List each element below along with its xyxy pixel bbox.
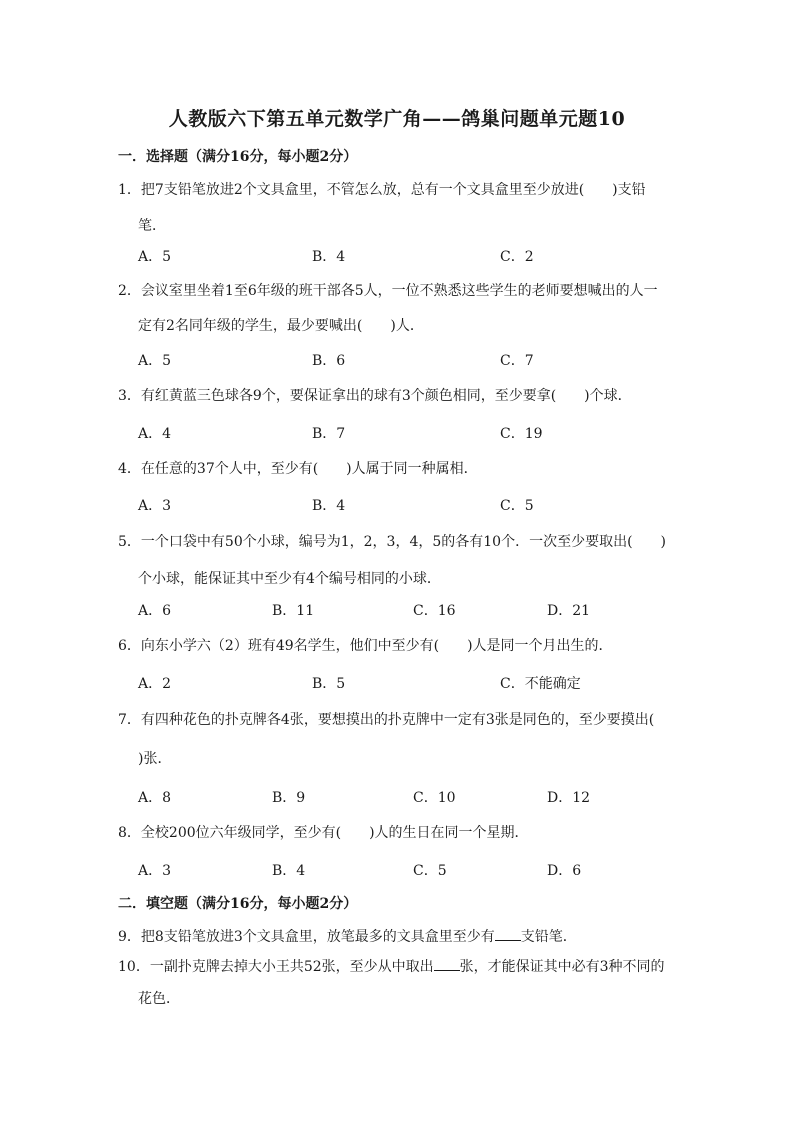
question-10-text-cont: 花色．: [138, 991, 180, 1007]
question-5-text: 5．一个口袋中有50个小球，编号为1，2，3，4，5的各有10个．一次至少要取出( ): [118, 534, 666, 550]
question-7-text: 7．有四种花色的扑克牌各4张，要想摸出的扑克牌中一定有3张是同色的，至少要摸出(: [118, 712, 655, 728]
answer-blank[interactable]: [495, 926, 521, 941]
option-c: C．16: [413, 603, 456, 619]
question-9-text: [118, 926, 577, 946]
option-b: B．6: [312, 353, 346, 369]
option-d: D．6: [547, 863, 582, 879]
option-b: B．4: [312, 249, 346, 265]
option-c: C．10: [413, 790, 456, 806]
option-b: B．9: [272, 790, 306, 806]
section-heading-choice: 一．选择题（满分16分，每小题2分）: [118, 149, 358, 165]
question-5-text-cont: 个小球，能保证其中至少有4个编号相同的小球．: [138, 571, 441, 587]
option-a: A．8: [138, 790, 172, 806]
option-c: C．5: [500, 498, 534, 514]
question-10-text: [118, 956, 665, 976]
option-a: A．5: [138, 249, 172, 265]
option-a: A．6: [138, 603, 172, 619]
question-4-text: 4．在任意的37个人中，至少有( )人属于同一种属相．: [118, 461, 478, 477]
question-7-text-cont: )张．: [138, 751, 172, 767]
question-9-text-after: 支铅笔．: [520, 929, 577, 945]
option-b: B．7: [312, 426, 346, 442]
question-2-text: 2．会议室里坐着1至6年级的班干部各5人，一位不熟悉这些学生的老师要想喊出的人一: [118, 283, 658, 299]
option-c: C．5: [413, 863, 447, 879]
question-1-text: 1．把7支铅笔放进2个文具盒里，不管怎么放，总有一个文具盒里至少放进( )支铅: [118, 182, 646, 198]
option-c: C．19: [500, 426, 543, 442]
option-a: A．3: [138, 498, 172, 514]
option-c: C．7: [500, 353, 534, 369]
option-a: A．5: [138, 353, 172, 369]
page-title: 人教版六下第五单元数学广角——鸽巢问题单元题10: [168, 108, 626, 130]
option-b: B．4: [312, 498, 346, 514]
question-1-text-cont: 笔．: [138, 218, 166, 234]
option-a: A．2: [138, 676, 172, 692]
option-d: D．12: [547, 790, 591, 806]
option-b: B．5: [312, 676, 346, 692]
option-a: A．4: [138, 426, 172, 442]
option-c: C．不能确定: [500, 676, 581, 692]
answer-blank[interactable]: [434, 956, 460, 971]
question-10-text-after: 张，才能保证其中必有3种不同的: [459, 959, 665, 975]
option-d: D．21: [547, 603, 591, 619]
option-b: B．4: [272, 863, 306, 879]
question-3-text: 3．有红黄蓝三色球各9个，要保证拿出的球有3个颜色相同，至少要拿( )个球．: [118, 388, 632, 404]
option-c: C．2: [500, 249, 534, 265]
section-heading-fill: 二．填空题（满分16分，每小题2分）: [118, 896, 358, 912]
option-b: B．11: [272, 603, 315, 619]
question-6-text: 6．向东小学六（2）班有49名学生，他们中至少有( )人是同一个月出生的．: [118, 638, 613, 654]
question-10-text-before: 10．一副扑克牌去掉大小王共52张，至少从中取出: [118, 959, 434, 975]
question-8-text: 8．全校200位六年级同学，至少有( )人的生日在同一个星期．: [118, 825, 529, 841]
question-2-text-cont: 定有2名同年级的学生，最少要喊出( )人．: [138, 318, 424, 334]
question-9-text-before: 9．把8支铅笔放进3个文具盒里，放笔最多的文具盒里至少有: [118, 929, 495, 945]
option-a: A．3: [138, 863, 172, 879]
